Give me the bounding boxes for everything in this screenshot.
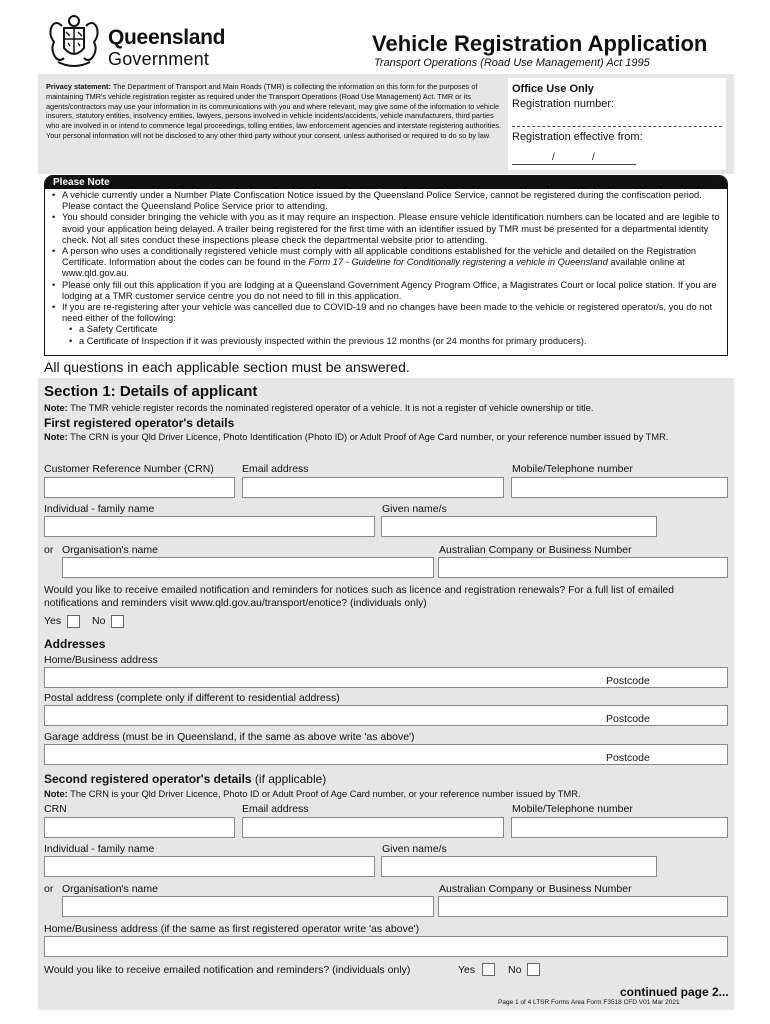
- section-1-title: Section 1: Details of applicant: [44, 383, 258, 400]
- garage-address-label: Garage address (must be in Queensland, if the same as above write 'as above'): [44, 731, 415, 743]
- mobile-input[interactable]: [511, 477, 728, 498]
- note-sub-list: [62, 324, 721, 346]
- second-organisation-name-input[interactable]: [62, 896, 434, 917]
- email-label: Email address: [242, 803, 309, 815]
- note-item-3-post: available online at www.qld.gov.au.: [62, 257, 685, 279]
- family-name-input[interactable]: [44, 516, 375, 537]
- email-notification-question: Would you like to receive emailed notification and reminders for notices such as licence and registration renewals? For a full list of emailed notifications and reminders visit www.qld.gov.au/transport/enotice? (individuals only): [44, 585, 674, 609]
- note-label: Note:: [44, 789, 68, 799]
- privacy-office-panel: [38, 74, 734, 174]
- notify-yes-checkbox[interactable]: [67, 615, 80, 628]
- given-names-label: Given name/s: [382, 503, 447, 515]
- all-questions-notice: All questions in each applicable section must be answered.: [44, 359, 410, 375]
- note-label: Note:: [44, 432, 68, 442]
- second-notify-yes-checkbox[interactable]: [482, 963, 495, 976]
- note-item-5-text: If you are re-registering after your vehicle was cancelled due to COVID-19 and no changes have been made to the vehicle or registered operator/s, you do not need either of the following:: [62, 302, 713, 324]
- note-item: • A vehicle currently under a Number Plate Confiscation Notice issued by the Queensland Police Service, cannot be registered during the confiscation period. Please contact the Queensland Police Service prior to attending.: [51, 190, 721, 212]
- note-sub-item: • a Certificate of Inspection if it was previously inspected within the previous 12 months (or 24 months for primary producers).: [68, 336, 721, 347]
- family-name-label: Individual - family name: [44, 843, 155, 855]
- second-operator-heading: [44, 772, 326, 786]
- date-separator-2: /: [592, 152, 595, 163]
- note-text: The TMR vehicle register records the nominated registered operator of a vehicle. It is not a register of vehicle ownership or title.: [67, 403, 594, 413]
- second-operator-heading-text: Second registered operator's details: [44, 772, 252, 786]
- please-note-list: [45, 189, 727, 347]
- given-names-label: Given name/s: [382, 843, 447, 855]
- crn-note: [44, 432, 728, 444]
- given-names-input[interactable]: [381, 516, 657, 537]
- please-note-box: [44, 175, 728, 356]
- office-use-box: [508, 78, 726, 170]
- organisation-name-label: Organisation's name: [62, 544, 158, 556]
- note-item: • You should consider bringing the vehicle with you as it may require an inspection. Please ensure vehicle identification numbers can be located and are legible to avoid your application being delayed. A trailer being registered for the first time with an identifier issued by TMR must be presented for a departmental identity check. Not all sites conduct these inspections please check the departmental website prior to attending.: [51, 212, 721, 246]
- date-line: [512, 164, 636, 165]
- postcode-label: Postcode: [606, 752, 650, 764]
- note-item: [51, 246, 721, 280]
- second-given-names-input[interactable]: [381, 856, 657, 877]
- registration-number-label: Registration number:: [512, 98, 615, 110]
- home-address-label: Home/Business address: [44, 654, 158, 666]
- note-item-3-form-ref: Form 17 - Guideline for Conditionally registering a vehicle in Queensland: [308, 257, 608, 268]
- coat-of-arms-icon: [44, 12, 104, 72]
- second-notify-no-checkbox[interactable]: [527, 963, 540, 976]
- family-name-label: Individual - family name: [44, 503, 155, 515]
- or-label: or: [44, 544, 54, 556]
- continued-page-label: continued page 2...: [620, 985, 729, 999]
- no-label: No: [92, 615, 106, 627]
- section-1-panel: [38, 378, 734, 1010]
- mobile-label: Mobile/Telephone number: [512, 803, 633, 815]
- section-1-note: [44, 403, 593, 415]
- abn-label: Australian Company or Business Number: [439, 544, 632, 556]
- page-footer: Page 1 of 4 LTSR Forms Area Form F3518 CFD V01 Mar 2021: [498, 999, 680, 1006]
- second-abn-input[interactable]: [438, 896, 728, 917]
- email-label: Email address: [242, 463, 309, 475]
- postcode-label: Postcode: [606, 675, 650, 687]
- note-item: • Please only fill out this application if you are lodging at a Queensland Government Agency Program Office, a Magistrates Court or local police station. If you are lodging at a TMR customer service centre you do not need to fill in this application.: [51, 280, 721, 302]
- note-sub-item: • a Safety Certificate: [68, 324, 721, 335]
- second-home-address-input[interactable]: [44, 936, 728, 957]
- second-notification-question: Would you like to receive emailed notification and reminders? (individuals only): [44, 964, 411, 976]
- or-label: or: [44, 883, 54, 895]
- note-text: The CRN is your Qld Driver Licence, Photo ID or Adult Proof of Age Card number, or your reference number issued by TMR.: [67, 789, 581, 799]
- registration-effective-label: Registration effective from:: [512, 131, 643, 143]
- form-title: Vehicle Registration Application: [372, 31, 708, 56]
- crn-label: Customer Reference Number (CRN): [44, 463, 214, 475]
- email-input[interactable]: [242, 477, 504, 498]
- second-operator-heading-suffix: (if applicable): [251, 772, 327, 786]
- first-operator-heading: First registered operator's details: [44, 416, 235, 430]
- crn-input[interactable]: [44, 477, 235, 498]
- form-subtitle: Transport Operations (Road Use Management) Act 1995: [374, 57, 650, 69]
- privacy-text: The Department of Transport and Main Roads (TMR) is collecting the information on this form for the purposes of maintaining TMR's vehicle registration register as required under the Transport Operations (Road Use Management) Act. TMR or its agents/contractors may use your information in its communications with you and where relevant, may give some of the information to vehicle insurers, statutory entities, insolvency entities, lawyers, persons involved in vehicle incidents/accidents, vehicle manufacturers, third parties who are involved in or intend to commence legal proceedings, tolling entities, law enforcement agencies and interstate registering authorities. Your personal information will not be disclosed to any other third party without your consent, unless authorised or required to do so by law.: [46, 82, 502, 140]
- second-family-name-input[interactable]: [44, 856, 375, 877]
- postcode-label: Postcode: [606, 713, 650, 725]
- logo-line-queensland: Queensland: [108, 26, 226, 49]
- crn-label: CRN: [44, 803, 67, 815]
- note-text: The CRN is your Qld Driver Licence, Photo Identification (Photo ID) or Adult Proof of Age Card number, or your reference number issued by TMR.: [67, 432, 669, 442]
- second-mobile-input[interactable]: [511, 817, 728, 838]
- please-note-heading: Please Note: [45, 176, 727, 189]
- no-label: No: [508, 964, 522, 976]
- note-item: [51, 302, 721, 347]
- date-separator-1: /: [552, 152, 555, 163]
- privacy-statement: [46, 82, 504, 141]
- yes-label: Yes: [458, 964, 476, 976]
- addresses-heading: Addresses: [44, 637, 106, 651]
- logo-line-government: Government: [108, 49, 210, 69]
- abn-input[interactable]: [438, 557, 728, 578]
- yes-label: Yes: [44, 615, 62, 627]
- organisation-name-input[interactable]: [62, 557, 434, 578]
- privacy-label: Privacy statement:: [46, 82, 111, 91]
- qld-government-logo: [44, 12, 224, 74]
- second-home-address-label: Home/Business address (if the same as first registered operator write 'as above'): [44, 923, 420, 935]
- organisation-name-label: Organisation's name: [62, 883, 158, 895]
- office-divider: [512, 126, 722, 127]
- postal-address-label: Postal address (complete only if different to residential address): [44, 692, 340, 704]
- abn-label: Australian Company or Business Number: [439, 883, 632, 895]
- mobile-label: Mobile/Telephone number: [512, 463, 633, 475]
- second-email-input[interactable]: [242, 817, 504, 838]
- notify-no-checkbox[interactable]: [111, 615, 124, 628]
- office-use-title: Office Use Only: [512, 83, 594, 95]
- second-crn-input[interactable]: [44, 817, 235, 838]
- note-label: Note:: [44, 403, 68, 413]
- second-crn-note: [44, 789, 581, 801]
- note-item-3-pre: A person who uses a conditionally registered vehicle must comply with all applicable conditions established for the vehicle and detailed on the Registration Certificate. Information about the codes can be found in the: [62, 246, 697, 268]
